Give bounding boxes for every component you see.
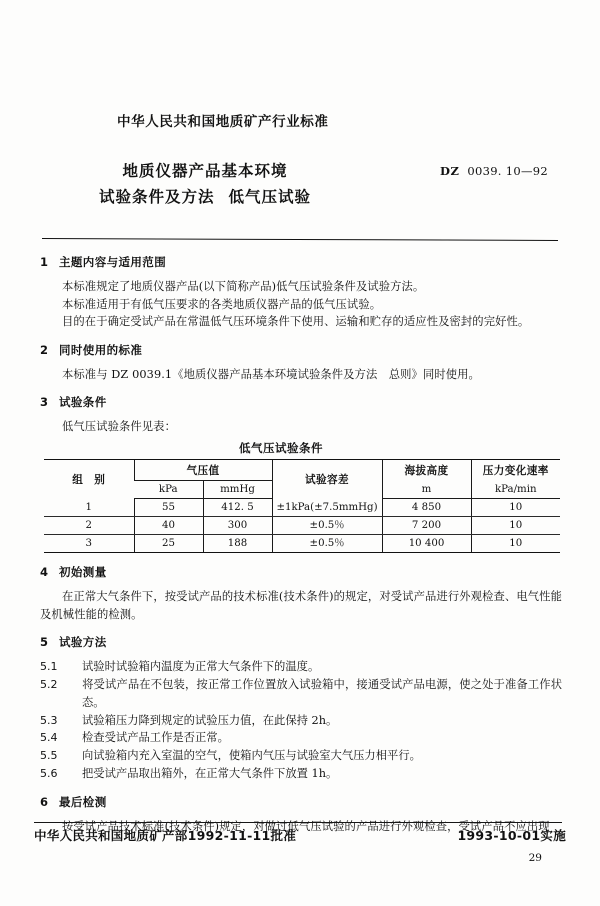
header-divider-rule <box>42 238 558 241</box>
section-3-paragraph-1: 低气压试验条件见表： <box>62 420 176 434</box>
cell-rate: 10 <box>471 516 560 534</box>
implementation-date: 1993-10-01实施 <box>457 828 566 843</box>
section-number-5: 5 <box>40 635 49 650</box>
section-4-paragraph-1: 在正常大气条件下，按受试产品的技术标准(技术条件)的规定，对受试产品进行外观检查、电气性能及机械性能的检测。 <box>40 589 562 621</box>
clause-5-3 <box>40 712 562 730</box>
table-row <box>44 534 560 552</box>
clause-number-5-2: 5.2 <box>40 677 58 691</box>
section-heading-4 <box>40 562 562 582</box>
clause-text-5-4: 检查受试产品工作是否正常。 <box>82 731 229 745</box>
section-title-2: 同时使用的标准 <box>59 342 143 357</box>
clause-number-5-3: 5.3 <box>40 713 58 727</box>
cell-rate: 10 <box>471 498 560 516</box>
section-heading-6 <box>40 792 562 812</box>
cell-tolerance: ±0.5％ <box>272 534 382 552</box>
document-body <box>40 252 562 835</box>
section-heading-1 <box>40 252 562 272</box>
footer-divider-rule <box>34 822 562 823</box>
section-1-paragraph-1: 本标准规定了地质仪器产品(以下简称产品)低气压试验条件及试验方法。 <box>62 280 425 293</box>
cell-tolerance: ±1kPa(±7.5mmHg) <box>272 498 382 516</box>
approval-statement: 中华人民共和国地质矿产部1992-11-11批准 <box>34 828 297 843</box>
col-header-unit-mmhg: mmHg <box>203 480 272 498</box>
clause-text-5-1: 试验时试验箱内温度为正常大气条件下的温度。 <box>82 660 320 674</box>
table-caption: 低气压试验条件 <box>239 440 323 455</box>
clause-5-2 <box>40 676 562 712</box>
col-header-tolerance: 试验容差 <box>272 459 382 498</box>
test-conditions-table <box>44 459 560 553</box>
col-header-altitude: 海拔高度 <box>382 459 471 480</box>
col-header-unit-kpa: kPa <box>134 480 203 498</box>
section-title-1: 主题内容与适用范围 <box>59 255 167 269</box>
section-number-6: 6 <box>40 794 49 809</box>
title-line-2b: 低气压试验 <box>228 188 312 206</box>
title-line-2 <box>40 184 370 210</box>
title-block <box>40 158 560 218</box>
table-header-row-1 <box>44 459 560 480</box>
section-1-paragraph-3: 目的在于确定受试产品在常温低气压环境条件下使用、运输和贮存的适应性及密封的完好性。 <box>62 315 530 329</box>
cell-tolerance: ±0.5％ <box>272 516 382 534</box>
section-number-3: 3 <box>40 395 49 410</box>
standard-number <box>440 164 548 178</box>
clause-number-5-6: 5.6 <box>40 766 58 780</box>
col-header-rate: 压力变化速率 <box>471 459 560 480</box>
section-number-1: 1 <box>40 255 49 269</box>
cell-group: 1 <box>44 498 134 516</box>
cell-altitude: 10 400 <box>382 534 471 552</box>
clause-text-5-3: 试验箱压力降到规定的试验压力值，在此保持 2h。 <box>82 713 338 727</box>
cell-rate: 10 <box>471 534 560 552</box>
standard-prefix: DZ <box>440 164 460 178</box>
section-1-paragraph-2: 本标准适用于有低气压要求的各类地质仪器产品的低气压试验。 <box>62 297 382 311</box>
cell-altitude: 7 200 <box>382 516 471 534</box>
cell-kpa: 40 <box>134 516 203 534</box>
cell-mmhg: 412. 5 <box>203 498 272 516</box>
section-title-6: 最后检测 <box>59 794 107 809</box>
page-number: 29 <box>528 852 542 864</box>
clause-text-5-2: 将受试产品在不包装，按正常工作位置放入试验箱中，接通受试产品电源，使之处于准备工作状态。 <box>82 677 562 709</box>
col-header-unit-rate: kPa/min <box>471 480 560 498</box>
clause-number-5-1: 5.1 <box>40 660 58 674</box>
document-title <box>40 158 370 210</box>
title-line-1: 地质仪器产品基本环境 <box>122 162 288 180</box>
standard-code: 0039. 10—92 <box>467 164 548 178</box>
clause-number-5-4: 5.4 <box>40 731 58 745</box>
table-row <box>44 498 560 516</box>
cell-group: 2 <box>44 516 134 534</box>
clause-5-5 <box>40 747 562 765</box>
issuing-authority-line: 中华人民共和国地质矿产行业标准 <box>117 114 329 130</box>
masthead <box>40 112 560 132</box>
title-line-2a: 试验条件及方法 <box>98 188 215 206</box>
table-row <box>44 516 560 534</box>
cell-kpa: 25 <box>134 534 203 552</box>
section-number-2: 2 <box>40 342 49 357</box>
col-header-group: 组 别 <box>44 459 134 498</box>
clause-5-6 <box>40 765 562 783</box>
clause-text-5-6: 把受试产品取出箱外，在正常大气条件下放置 1h。 <box>82 766 338 780</box>
page-footer <box>34 826 566 844</box>
cell-mmhg: 188 <box>203 534 272 552</box>
section-heading-2 <box>40 340 562 360</box>
col-header-pressure-group: 气压值 <box>134 459 272 480</box>
section-heading-5 <box>40 632 562 652</box>
section-6-paragraph-1: 按受试产品技术标准(技术条件)规定，对做过低气压试验的产品进行外观检查，受试产品不应出现 <box>62 819 550 833</box>
section-title-4: 初始测量 <box>59 564 107 579</box>
clause-text-5-5: 向试验箱内充入室温的空气，使箱内气压与试验室大气压力相平行。 <box>82 749 421 763</box>
cell-altitude: 4 850 <box>382 498 471 516</box>
cell-mmhg: 300 <box>203 516 272 534</box>
cell-group: 3 <box>44 534 134 552</box>
section-heading-3 <box>40 392 562 412</box>
clause-5-1 <box>40 658 562 676</box>
section-title-5: 试验方法 <box>59 635 107 650</box>
clause-number-5-5: 5.5 <box>40 749 58 763</box>
cell-kpa: 55 <box>134 498 203 516</box>
section-2-paragraph-1: 本标准与 DZ 0039.1《地质仪器产品基本环境试验条件及方法 总则》同时使用。 <box>62 367 480 381</box>
section-number-4: 4 <box>40 564 49 579</box>
section-title-3: 试验条件 <box>59 395 107 410</box>
clause-5-4 <box>40 729 562 747</box>
col-header-unit-altitude: m <box>382 480 471 498</box>
